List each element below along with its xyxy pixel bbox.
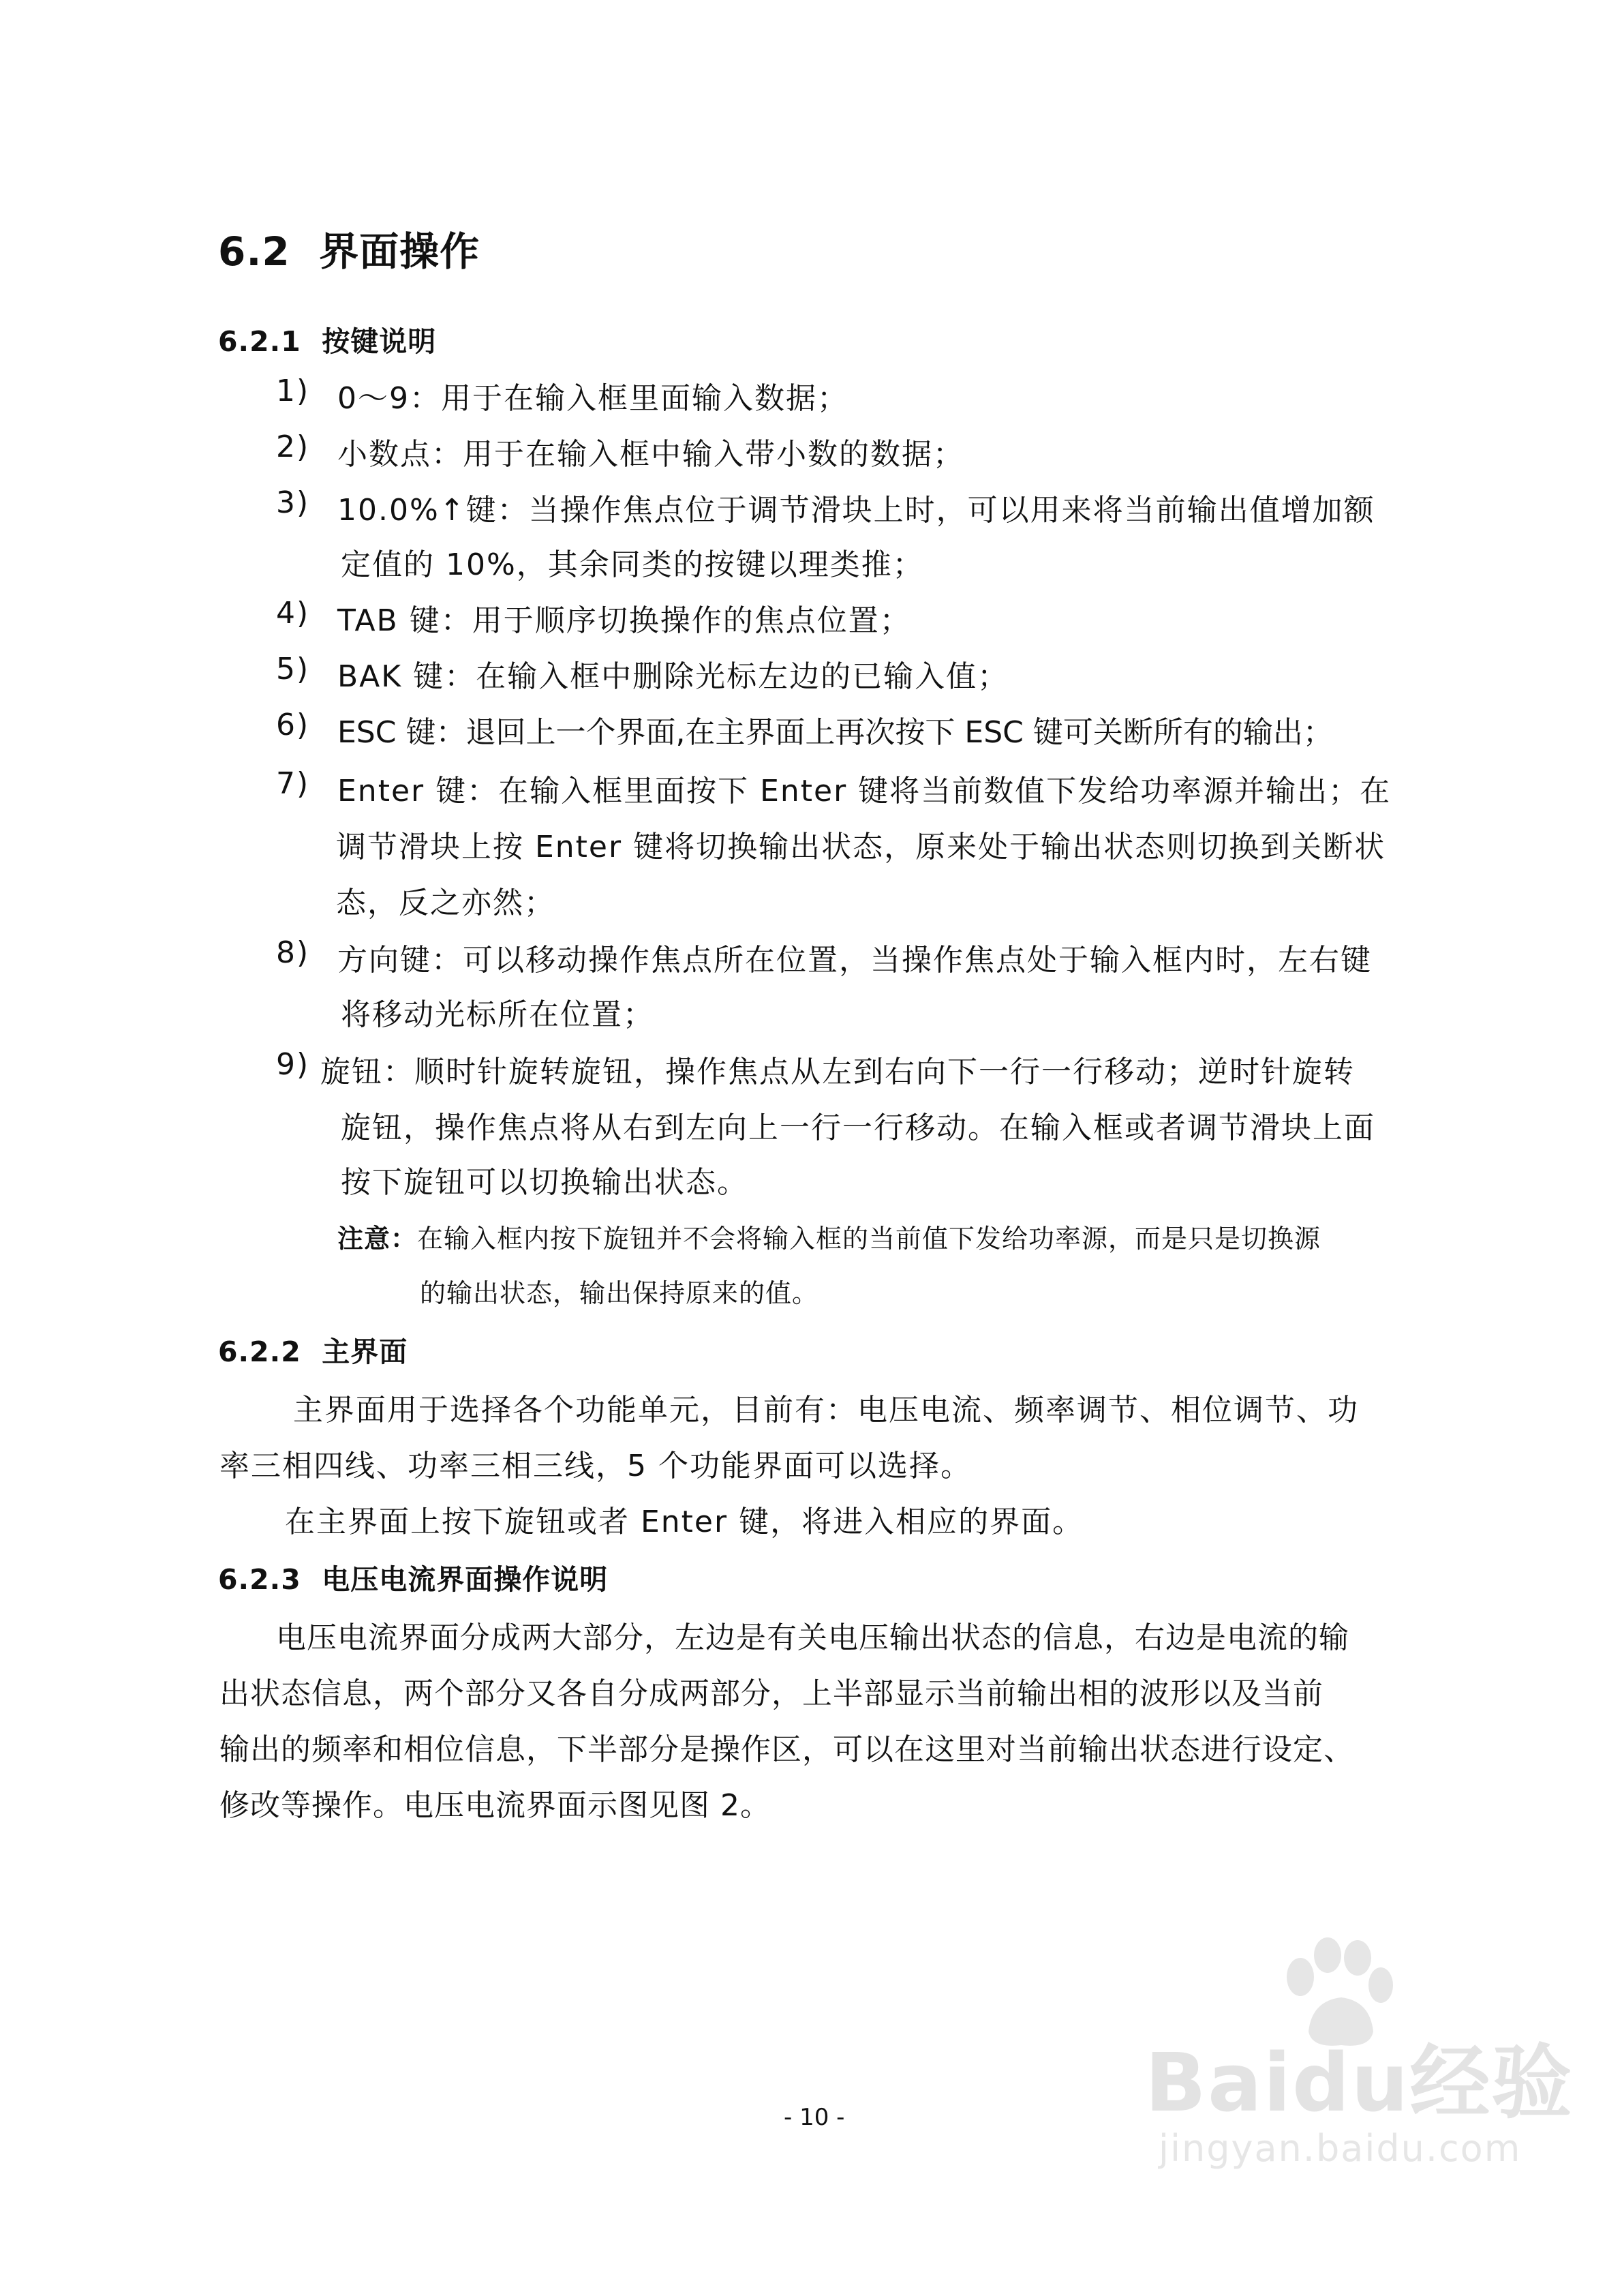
item-number: 7): [276, 766, 310, 801]
list-item-text: [337, 935, 1372, 979]
list-item: [276, 766, 309, 801]
list-item-text: [341, 1103, 1375, 1147]
paragraph-text: 在主界面上按下旋钮或者 Enter 键，将进入相应的界面。: [285, 1505, 1084, 1539]
item-line: 定值的 10%，其余同类的按键以理类推；: [341, 547, 924, 582]
note: [337, 1218, 1321, 1255]
note-continuation: [420, 1272, 818, 1310]
subsection-number: 6.2.2: [218, 1335, 301, 1368]
item-number: 5): [276, 652, 310, 686]
list-item-text: [341, 540, 924, 584]
list-item: [276, 374, 309, 408]
subsection-heading-6-2-2: [218, 1329, 408, 1370]
item-number: 6): [276, 708, 310, 742]
item-line: 将移动光标所在位置；: [341, 997, 654, 1032]
section-number: 6.2: [218, 228, 290, 275]
list-item-text: [337, 429, 964, 473]
subsection-title: 电压电流界面操作说明: [322, 1563, 609, 1596]
item-number: 9): [276, 1047, 310, 1082]
list-item-text: [341, 990, 654, 1033]
item-line: 旋钮，操作焦点将从右到左向上一行一行移动。在输入框或者调节滑块上面: [341, 1111, 1375, 1145]
item-number: 4): [276, 596, 310, 631]
paragraph-text: 电压电流界面分成两大部分，左边是有关电压输出状态的信息，右边是电流的输: [276, 1620, 1349, 1655]
item-line: 10.0%↑键：当操作焦点位于调节滑块上时，可以用来将当前输出值增加额: [337, 493, 1375, 528]
subsection-title: 按键说明: [322, 325, 437, 358]
item-number: 1): [276, 374, 310, 408]
subsection-title: 主界面: [322, 1335, 408, 1368]
item-line: TAB 键：用于顺序切换操作的焦点位置；: [337, 603, 911, 638]
paragraph-line: [285, 1497, 1084, 1541]
list-item: [276, 652, 309, 686]
item-number: 3): [276, 485, 310, 520]
paragraph-line: [219, 1725, 1354, 1768]
list-item-text: [337, 766, 1391, 810]
list-item-text: [337, 485, 1375, 529]
paragraph-line: [276, 1613, 1349, 1657]
subsection-number: 6.2.3: [218, 1563, 301, 1596]
section-heading: [218, 220, 480, 277]
item-line: 旋钮：顺时针旋转旋钮，操作焦点从左到右向下一行一行移动；逆时针旋转: [320, 1055, 1355, 1089]
page-number: - 10 -: [784, 2104, 845, 2131]
item-number: 8): [276, 935, 310, 970]
note-label: 注意：: [337, 1224, 418, 1254]
note-line: 的输出状态，输出保持原来的值。: [420, 1278, 819, 1308]
list-item-text: [341, 1158, 748, 1201]
list-item-text: [337, 374, 848, 417]
list-item: [276, 485, 309, 520]
item-line: 态，反之亦然；: [336, 886, 555, 920]
list-item: [276, 429, 309, 464]
paragraph-text: 输出的频率和相位信息，下半部分是操作区，可以在这里对当前输出状态进行设定、: [219, 1732, 1354, 1767]
item-line: 按下旋钮可以切换输出状态。: [341, 1165, 748, 1200]
list-item: [276, 935, 309, 970]
item-line: 0～9：用于在输入框里面输入数据；: [337, 381, 848, 416]
list-item-text: [336, 822, 1386, 866]
item-line: 方向键：可以移动操作焦点所在位置，当操作焦点处于输入框内时，左右键: [337, 943, 1372, 978]
watermark-url: jingyan.baidu.com: [1159, 2127, 1522, 2170]
list-item: [276, 708, 309, 742]
paragraph-line: [219, 1781, 771, 1824]
item-number: 2): [276, 429, 310, 464]
list-item-text: [337, 596, 911, 639]
list-item: [276, 1047, 309, 1082]
item-line: Enter 键：在输入框里面按下 Enter 键将当前数值下发给功率源并输出；在: [337, 774, 1392, 809]
list-item-text: [320, 1047, 1355, 1091]
item-line: 小数点：用于在输入框中输入带小数的数据；: [337, 437, 964, 472]
list-item-text: [337, 652, 1009, 695]
paragraph-text: 修改等操作。电压电流界面示图见图 2。: [219, 1788, 771, 1823]
watermark-logo: Baidu经验: [1145, 2036, 1574, 2130]
item-line: ESC 键：退回上一个界面,在主界面上再次按下 ESC 键可关断所有的输出；: [337, 715, 1333, 750]
section-title: 界面操作: [319, 228, 480, 275]
paragraph-text: 率三相四线、功率三相三线，5 个功能界面可以选择。: [219, 1449, 972, 1483]
item-line: 调节滑块上按 Enter 键将切换输出状态，原来处于输出状态则切换到关断状: [336, 830, 1386, 864]
subsection-number: 6.2.1: [218, 325, 301, 358]
paragraph-line: [219, 1669, 1323, 1712]
list-item-text: [336, 878, 555, 922]
paragraph-text: 出状态信息，两个部分又各自分成两部分，上半部显示当前输出相的波形以及当前: [219, 1676, 1323, 1711]
paragraph-line: [219, 1441, 972, 1485]
note-line: 在输入框内按下旋钮并不会将输入框的当前值下发给功率源，而是只是切换源: [417, 1224, 1321, 1254]
subsection-heading-6-2-3: [218, 1557, 608, 1597]
list-item-text: [337, 708, 1333, 751]
item-line: BAK 键：在输入框中删除光标左边的已输入值；: [337, 659, 1009, 694]
subsection-heading-6-2-1: [218, 319, 436, 359]
list-item: [276, 596, 309, 631]
paragraph-text: 主界面用于选择各个功能单元，目前有：电压电流、频率调节、相位调节、功: [293, 1393, 1359, 1428]
paragraph-line: [293, 1385, 1359, 1429]
